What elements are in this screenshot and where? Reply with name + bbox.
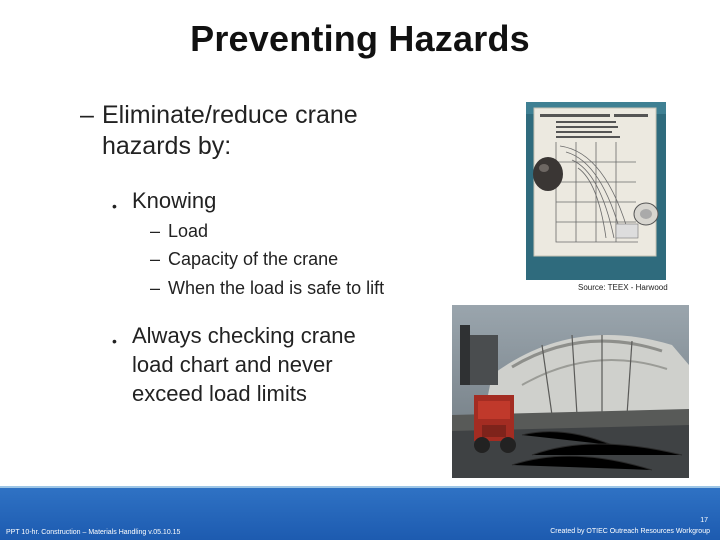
subitem-load: [150, 217, 450, 245]
image-caption: Source: TEEX - Harwood: [578, 283, 668, 292]
bullet-text: Knowing: [132, 188, 217, 213]
footer-course-title: PPT 10-hr. Construction – Materials Handling v.05.10.15: [6, 529, 181, 536]
subitem-capacity: [150, 245, 450, 273]
bullet-marker: •: [112, 198, 117, 214]
subitem-safe-to-lift: [150, 274, 450, 302]
load-chart-image: [526, 102, 666, 280]
bullet-marker: •: [112, 333, 117, 349]
load-chart-photo: [526, 102, 666, 280]
subitem-text: Load: [168, 221, 209, 241]
page-number: 17: [700, 517, 708, 524]
bullet-knowing: [112, 186, 472, 215]
bullet-text: Always checking crane load chart and never exceed load limits: [132, 323, 356, 406]
crane-accident-image: [452, 305, 689, 478]
footer-credit: Created by OTIEC Outreach Resources Workgroup: [550, 528, 710, 535]
crane-accident-photo: [452, 305, 689, 478]
slide-title: Preventing Hazards: [190, 18, 530, 59]
dash-marker: –: [150, 249, 161, 269]
subitem-text: When the load is safe to lift: [168, 278, 385, 298]
dash-marker: –: [150, 278, 161, 298]
dash-marker: –: [150, 221, 161, 241]
level1-text: Eliminate/reduce crane hazards by:: [102, 101, 358, 160]
subitem-text: Capacity of the crane: [168, 249, 339, 269]
dash-marker: –: [80, 101, 94, 129]
bullet-load-chart: [112, 321, 382, 408]
level1-item: [82, 100, 442, 162]
